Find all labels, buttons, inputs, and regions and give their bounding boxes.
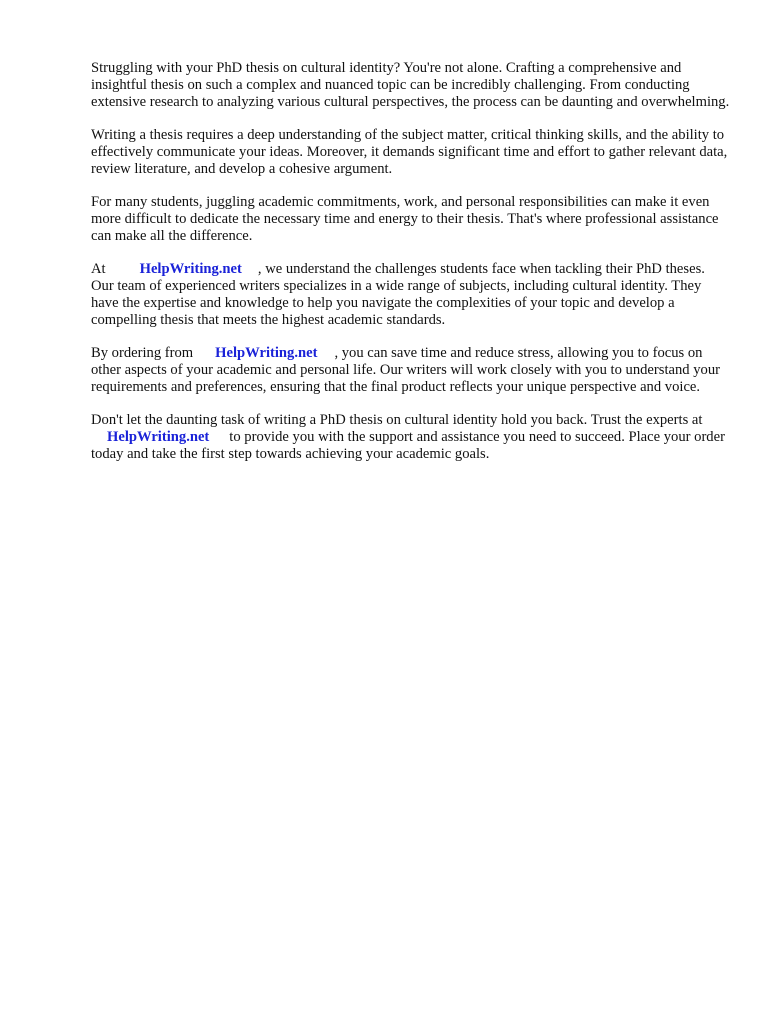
paragraph-service-lead: At: [91, 261, 106, 277]
paragraph-closing: [91, 412, 731, 463]
document-body: [91, 60, 731, 479]
paragraph-ordering-lead: By ordering from: [91, 345, 194, 361]
helpwriting-link-2[interactable]: HelpWriting.net: [215, 345, 318, 361]
paragraph-ordering-text: , you can save time and reduce stress, allowing you to focus on other aspects of your academic and personal life. Our writers will work closely with you to understand your requirements and preferences, ensuring that the final product reflects your unique perspective and voice.: [91, 345, 720, 395]
paragraph-closing-text: to provide you with the support and assistance you need to succeed. Place your order today and take the first step towards achieving your academic goals.: [91, 429, 725, 462]
paragraph-students: For many students, juggling academic commitments, work, and personal responsibilities can make it even more difficult to dedicate the necessary time and energy to their thesis. That's where professional assistance can make all the difference.: [91, 194, 719, 244]
paragraph-closing-lead: Don't let the daunting task of writing a PhD thesis on cultural identity hold you back. Trust the experts at: [91, 412, 703, 428]
paragraph-intro: Struggling with your PhD thesis on cultural identity? You're not alone. Crafting a comprehensive and insightful thesis on such a complex and nuanced topic can be incredibly challenging. From conducting extensive research to analyzing various cultural perspectives, the process can be daunting and overwhelming.: [91, 60, 730, 110]
helpwriting-link-1[interactable]: HelpWriting.net: [139, 261, 242, 277]
paragraph-ordering: [91, 345, 731, 396]
helpwriting-link-3[interactable]: HelpWriting.net: [107, 429, 210, 445]
paragraph-service-text: , we understand the challenges students face when tackling their PhD theses. Our team of experienced writers specializes in a wide range of subjects, including cultural identity. They have the expertise and knowledge to help you navigate the complexities of your topic and develop a compelling thesis that meets the highest academic standards.: [91, 261, 705, 328]
paragraph-requirements: Writing a thesis requires a deep understanding of the subject matter, critical thinking skills, and the ability to effectively communicate your ideas. Moreover, it demands significant time and effort to gather relevant data, review literature, and develop a cohesive argument.: [91, 127, 728, 177]
paragraph-service: [91, 261, 731, 329]
